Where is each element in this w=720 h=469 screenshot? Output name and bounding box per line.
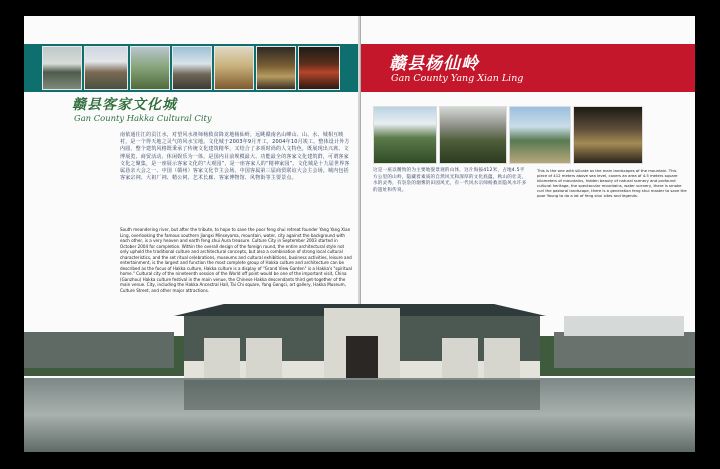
thumbnail-interior [256,46,296,90]
left-body-zh: 南依通往江的贡江水，对望风水祖师杨救贫降龙地杨仙岭，远眺赣南名山峰山、山、水、城相互映衬，是一个得天地之灵气的风水宝地。文化城于2003年9月开工，2004年10月竣工。整体设计外方内圆，整个建筑风格既秉承了传统文化建筑精华，又结合了多项时尚的人文特色，既展现出兴席、文博展览、商贸活动、休闲娱乐为一体，是国内目前规模最大、功能最全的客家文化建筑群，可谓客家文化之聚集，是一座展示客家文化的“大观园”，是一座客家人的“精神家园”。文化城是十九届世界客属恳亲大会之一、中国（赣州）客家文化节主会场、中国客属第三届商贸联谊大会主会场。城内包括客家宗祠、大祖厂祠、精公祠、艺术长廊、客家博物馆、风物街等主要景点。 [120,132,350,182]
right-title-zh: 赣县杨仙岭 [389,54,479,74]
left-body-en: South meandering river, but after the tribute, to hope to save the poor feng shui retreat founder Yang Yang Xian Ling, overlooking the famous southern Jiangxi Minseyama, mountain, water, city against the background with each other, is a very heaven and earth feng shui Aura treasure. Culture City in September 2003 started in October 2004 for completion. Within the overall design of the foreign round, the entire architectural style not only uphold the traditional culture and architectural concepts, but also a combination of strong local cultural characteristics, and the set ritual celebrations, museums and cultural exhibitions, business activities, leisure and entertainment, is the largest and function the most complete group of Hakka culture and architecture can be described as the focus of Hakka culture, Hakka culture is a display of "Grand View Garden" is a Hakka's "spiritual home." Cultural city of the nineteenth session of the World off point would be one of the important visit, China (Ganzhou) Hakka culture festival in the main venue, the Chinese Hakka descendants third get-together of the main venue. City, including the Hakka Ancestral Hall, Tai Chi square, Yang Gongci, art gallery, Hakka Museum, Culture Street, and other major attractions. [120,227,352,293]
mountain-photo-2 [439,106,507,164]
right-page [361,16,695,452]
left-page [24,16,358,452]
right-title-en: Gan County Yang Xian Ling [391,73,524,84]
thumbnail-roofs [172,46,212,90]
right-title-logo [381,46,571,90]
thumbnail-stage [214,46,254,90]
mountain-photo-1 [373,106,437,164]
mountain-photo-3 [509,106,571,164]
thumbnail-hall [84,46,128,90]
thumbnail-lantern [298,46,340,90]
thumbnail-gate [42,46,82,90]
left-title-zh: 赣县客家文化城 [72,97,177,113]
left-title-logo [62,88,232,130]
right-body-zh: 这是一座以精致的为主要地貌景观的山体，这片海拔412米，占地4.5平方公里的山岭，隐藏着素质的自然风光和深厚的文化底蕴，秋山的壮美，水的灵秀，有袅袅的烟雾的田园风光，有一代风水宗师杨救贫隐风水许多的遗址和传说。 [373,168,527,193]
thumbnail-garden [130,46,170,90]
right-body-en: This is the one with silicate as the main landscapes of the mountain. This piece of 412 meters above sea level, covers an area of 4.5 meters square kilometers of mountains, hidden beauty of natural scenery and profound cultural heritage, the spectacular mountains, water scenery, there is smoke curl the pastoral landscape, there is a generation feng shui master to save the poor Young to do a lot of feng shui sites and legends. [537,168,687,198]
mountain-photo-4 [573,106,643,164]
left-title-en: Gan County Hakka Cultural City [74,113,212,123]
